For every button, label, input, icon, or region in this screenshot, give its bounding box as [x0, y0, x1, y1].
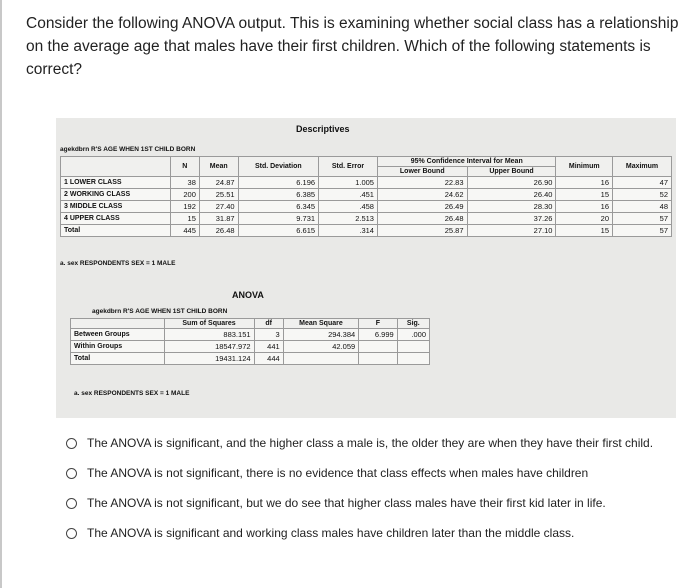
table-cell: 27.10 [467, 225, 556, 237]
radio-button-icon[interactable] [66, 498, 77, 509]
radio-button-icon[interactable] [66, 468, 77, 479]
row-label: 1 LOWER CLASS [61, 177, 171, 189]
table-cell: 25.51 [199, 189, 238, 201]
row-label: Between Groups [71, 329, 165, 341]
anova-caption: agekdbrn R'S AGE WHEN 1ST CHILD BORN [92, 308, 228, 315]
desc-header-ci: 95% Confidence Interval for Mean [377, 157, 555, 167]
desc-header-lower: Lower Bound [377, 167, 467, 177]
table-cell: 6.345 [238, 201, 319, 213]
table-cell: .458 [319, 201, 378, 213]
table-cell: 2.513 [319, 213, 378, 225]
radio-button-icon[interactable] [66, 528, 77, 539]
table-cell: 6.999 [359, 329, 397, 341]
question-text: Consider the following ANOVA output. This is examining whether social class has a relationship on the average age that males have their first children. Which of the following statements is correct? [26, 15, 679, 78]
anova-header-blank [71, 319, 165, 329]
option-label: The ANOVA is not significant, there is no evidence that class effects when males have children [87, 466, 589, 480]
table-cell: 27.40 [199, 201, 238, 213]
table-cell: .314 [319, 225, 378, 237]
table-cell: 294.384 [283, 329, 359, 341]
row-label: 2 WORKING CLASS [61, 189, 171, 201]
table-cell: 38 [170, 177, 199, 189]
anova-header-f: F [359, 319, 397, 329]
table-cell: 883.151 [164, 329, 254, 341]
desc-header-blank [61, 157, 171, 177]
table-cell: 26.90 [467, 177, 556, 189]
descriptives-row [61, 201, 672, 213]
option-label: The ANOVA is significant and working class males have children later than the middle class. [87, 526, 575, 540]
option-label: The ANOVA is not significant, but we do see that higher class males have their first kid later in life. [87, 496, 606, 510]
table-cell: 200 [170, 189, 199, 201]
table-cell: 57 [613, 213, 672, 225]
anova-header-df: df [254, 319, 283, 329]
option-4[interactable] [66, 518, 686, 548]
table-cell: 15 [556, 189, 613, 201]
table-cell: 28.30 [467, 201, 556, 213]
table-cell: 37.26 [467, 213, 556, 225]
table-cell: 6.385 [238, 189, 319, 201]
table-cell: 15 [556, 225, 613, 237]
table-cell: 3 [254, 329, 283, 341]
table-cell: 26.40 [467, 189, 556, 201]
table-cell: 18547.972 [164, 341, 254, 353]
row-label: 3 MIDDLE CLASS [61, 201, 171, 213]
radio-button-icon[interactable] [66, 438, 77, 449]
anova-title: ANOVA [232, 290, 264, 300]
descriptives-row [61, 213, 672, 225]
anova-row [71, 341, 430, 353]
table-cell: 22.83 [377, 177, 467, 189]
table-cell: 52 [613, 189, 672, 201]
table-cell: 6.196 [238, 177, 319, 189]
table-cell: 48 [613, 201, 672, 213]
table-cell: 24.62 [377, 189, 467, 201]
anova-table [70, 318, 430, 365]
table-cell: 1.005 [319, 177, 378, 189]
table-cell: .000 [397, 329, 429, 341]
table-cell: 16 [556, 177, 613, 189]
table-cell [359, 341, 397, 353]
desc-header-sd: Std. Deviation [238, 157, 319, 177]
spss-output-photo [56, 118, 676, 418]
anova-header-ms: Mean Square [283, 319, 359, 329]
table-cell: 20 [556, 213, 613, 225]
option-1[interactable] [66, 428, 686, 458]
table-cell [359, 353, 397, 365]
anova-row [71, 329, 430, 341]
table-cell: 16 [556, 201, 613, 213]
descriptives-footnote: a. sex RESPONDENTS SEX = 1 MALE [60, 260, 176, 267]
row-label: Total [71, 353, 165, 365]
table-cell: 26.48 [199, 225, 238, 237]
table-cell: 47 [613, 177, 672, 189]
table-cell: 57 [613, 225, 672, 237]
desc-header-n: N [170, 157, 199, 177]
table-cell: 15 [170, 213, 199, 225]
row-label: Within Groups [71, 341, 165, 353]
table-cell: 26.48 [377, 213, 467, 225]
desc-header-min: Minimum [556, 157, 613, 177]
desc-header-se: Std. Error [319, 157, 378, 177]
table-cell: 25.87 [377, 225, 467, 237]
descriptives-row [61, 225, 672, 237]
table-cell [397, 353, 429, 365]
table-cell: 26.49 [377, 201, 467, 213]
anova-footnote: a. sex RESPONDENTS SEX = 1 MALE [74, 390, 190, 397]
table-cell: 9.731 [238, 213, 319, 225]
answer-options [66, 428, 686, 548]
table-cell: 444 [254, 353, 283, 365]
table-cell: 24.87 [199, 177, 238, 189]
desc-header-max: Maximum [613, 157, 672, 177]
option-label: The ANOVA is significant, and the higher class a male is, the older they are when they have their first child. [87, 436, 654, 450]
descriptives-table [60, 156, 672, 237]
table-cell [397, 341, 429, 353]
table-cell: 445 [170, 225, 199, 237]
row-label: 4 UPPER CLASS [61, 213, 171, 225]
option-3[interactable] [66, 488, 686, 518]
table-cell: 42.059 [283, 341, 359, 353]
row-label: Total [61, 225, 171, 237]
descriptives-row [61, 177, 672, 189]
desc-header-mean: Mean [199, 157, 238, 177]
descriptives-title: Descriptives [296, 124, 350, 134]
descriptives-row [61, 189, 672, 201]
desc-header-upper: Upper Bound [467, 167, 556, 177]
table-cell: 19431.124 [164, 353, 254, 365]
table-cell: .451 [319, 189, 378, 201]
table-cell: 192 [170, 201, 199, 213]
anova-row [71, 353, 430, 365]
table-cell: 441 [254, 341, 283, 353]
table-cell: 31.87 [199, 213, 238, 225]
table-cell [283, 353, 359, 365]
anova-header-ss: Sum of Squares [164, 319, 254, 329]
table-cell: 6.615 [238, 225, 319, 237]
anova-header-sig: Sig. [397, 319, 429, 329]
descriptives-caption: agekdbrn R'S AGE WHEN 1ST CHILD BORN [60, 146, 196, 153]
option-2[interactable] [66, 458, 686, 488]
